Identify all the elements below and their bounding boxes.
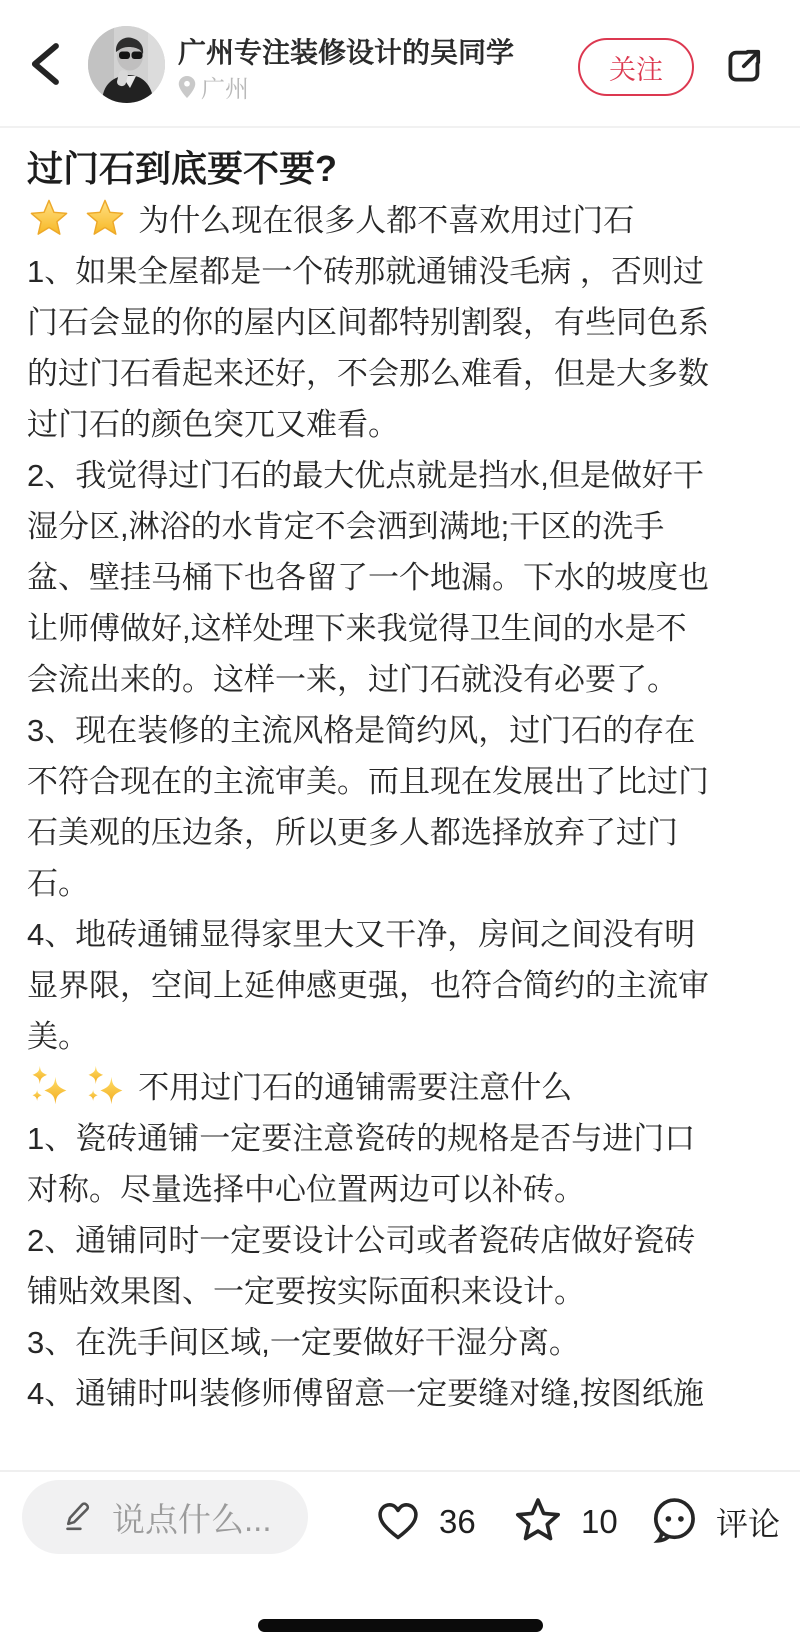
- content-line-text: 美。: [27, 1019, 89, 1054]
- pencil-icon: [60, 1497, 96, 1538]
- follow-button[interactable]: [578, 38, 694, 96]
- content-line-text: 2、我觉得过门石的最大优点就是挡水,但是做好干: [27, 458, 704, 493]
- content-line-text: 不符合现在的主流审美。而且现在发展出了比过门: [27, 764, 709, 799]
- share-button[interactable]: [720, 42, 768, 90]
- content-line-text: 显界限，空间上延伸感更强，也符合简约的主流审: [27, 968, 709, 1003]
- like-count: 36: [439, 1503, 476, 1540]
- comment-placeholder: 说点什么...: [112, 1500, 272, 1538]
- content-line: [27, 960, 773, 1011]
- content-line-text: 4、通铺时叫装修师傅留意一定要缝对缝,按图纸施: [27, 1376, 704, 1411]
- content-line: [27, 1113, 773, 1164]
- content-line-text: 为什么现在很多人都不喜欢用过门石: [138, 203, 635, 238]
- home-indicator[interactable]: [258, 1619, 543, 1632]
- content-line-text: 1、如果全屋都是一个砖那就通铺没毛病 ，否则过: [27, 254, 704, 289]
- content-line-text: 3、在洗手间区域,一定要做好干湿分离。: [27, 1325, 580, 1360]
- content-line: [27, 909, 773, 960]
- content-line: [27, 501, 773, 552]
- content-line: [27, 1368, 773, 1419]
- content-line-text: 会流出来的。这样一来，过门石就没有必要了。: [27, 662, 678, 697]
- content-line: [27, 1215, 773, 1266]
- content-line-text: 1、瓷砖通铺一定要注意瓷砖的规格是否与进门口: [27, 1121, 696, 1156]
- content-line-text: 湿分区,淋浴的水肯定不会洒到满地;干区的洗手: [27, 509, 665, 544]
- content-line: [27, 1266, 773, 1317]
- sparkles-emoji: [27, 1063, 71, 1107]
- content-line: [27, 399, 773, 450]
- content-line: [27, 654, 773, 705]
- content-line-text: 2、通铺同时一定要设计公司或者瓷砖店做好瓷砖: [27, 1223, 696, 1258]
- content-line: [27, 603, 773, 654]
- content-line: [27, 246, 773, 297]
- collect-button[interactable]: [511, 1496, 618, 1548]
- follow-label: 关注: [609, 54, 663, 85]
- username[interactable]: 广州专注装修设计的吴同学: [178, 37, 515, 68]
- content-line: [27, 450, 773, 501]
- content-line-text: 让师傅做好,这样处理下来我觉得卫生间的水是不: [27, 611, 687, 646]
- content-line-text: 石美观的压边条，所以更多人都选择放弃了过门: [27, 815, 678, 850]
- content-line: [27, 348, 773, 399]
- post-body: [27, 195, 773, 1419]
- chat-bubble-icon: [648, 1494, 700, 1551]
- content-line-text: 铺贴效果图、一定要按实际面积来设计。: [27, 1274, 585, 1309]
- like-button[interactable]: [373, 1496, 476, 1548]
- comment-button[interactable]: [648, 1496, 780, 1548]
- gold-star-emoji: [27, 196, 71, 240]
- content-line: [27, 1317, 773, 1368]
- bottom-action-bar: [0, 1470, 800, 1646]
- content-line: [27, 807, 773, 858]
- post-title: 过门石到底要不要?: [27, 148, 337, 189]
- content-line-text: 门石会显的你的屋内区间都特别割裂，有些同色系: [27, 305, 709, 340]
- content-line-text: 3、现在装修的主流风格是简约风，过门石的存在: [27, 713, 696, 748]
- comment-label: 评论: [716, 1506, 781, 1542]
- content-line: [27, 552, 773, 603]
- heart-outline-icon: [373, 1495, 423, 1550]
- back-button[interactable]: [28, 42, 68, 90]
- content-line: [27, 195, 773, 246]
- location-label: 广州: [201, 75, 249, 103]
- content-line-text: 4、地砖通铺显得家里大又干净，房间之间没有明: [27, 917, 696, 952]
- location-row: [176, 74, 249, 105]
- content-line: [27, 1011, 773, 1062]
- content-line-text: 对称。尽量选择中心位置两边可以补砖。: [27, 1172, 585, 1207]
- content-line: [27, 297, 773, 348]
- content-line: [27, 1164, 773, 1215]
- content-line-text: 石。: [27, 866, 89, 901]
- sparkles-emoji: [83, 1063, 127, 1107]
- content-line-text: 盆、壁挂马桶下也各留了一个地漏。下水的坡度也: [27, 560, 709, 595]
- content-line: [27, 705, 773, 756]
- gold-star-emoji: [83, 196, 127, 240]
- comment-input[interactable]: [22, 1480, 308, 1554]
- share-external-icon: [720, 77, 768, 94]
- avatar[interactable]: [88, 26, 165, 103]
- post-header: [0, 0, 800, 128]
- content-line-text: 的过门石看起来还好，不会那么难看，但是大多数: [27, 356, 709, 391]
- content-line-text: 过门石的颜色突兀又难看。: [27, 407, 399, 442]
- content-line-text: 不用过门石的通铺需要注意什么: [138, 1070, 573, 1105]
- chevron-left-icon: [28, 41, 62, 92]
- star-outline-icon: [511, 1494, 565, 1551]
- content-line: [27, 858, 773, 909]
- collect-count: 10: [581, 1503, 618, 1540]
- content-line: [27, 756, 773, 807]
- map-pin-icon: [176, 74, 198, 105]
- content-line: [27, 1062, 773, 1113]
